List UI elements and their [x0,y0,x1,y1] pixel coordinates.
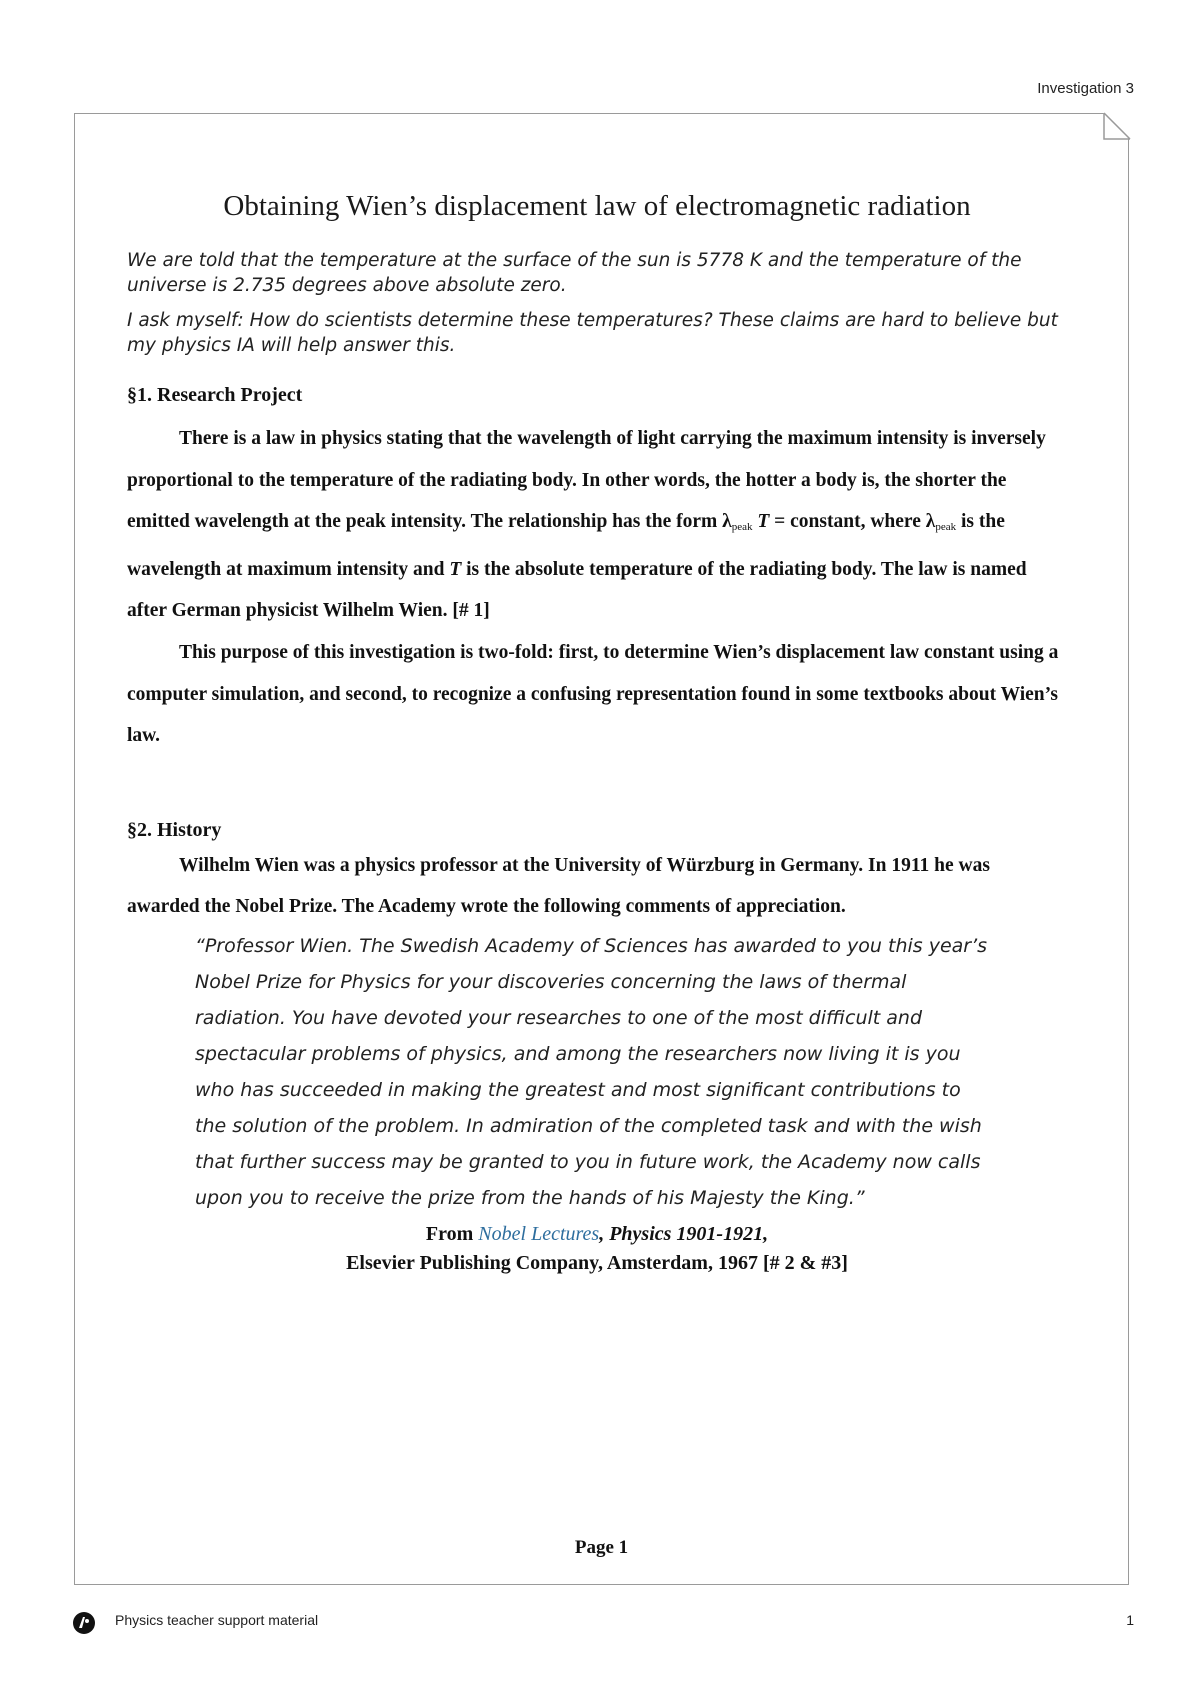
intro-paragraph-1: We are told that the temperature at the surface of the sun is 5778 K and the temperature of the universe is 2.735 degrees above absolute zero. [127,250,1022,296]
research-paragraph-1 [127,418,1067,632]
quote-citation [127,1220,1067,1278]
temperature-variable: T [757,511,770,533]
peak-subscript-2: peak [935,521,957,534]
document-title: Obtaining Wien’s displacement law of electromagnetic radiation [223,190,971,222]
citation-from: From [425,1222,479,1245]
ib-logo-icon [72,1611,96,1635]
temperature-variable-2: T [449,558,462,580]
nobel-lectures-link[interactable]: Nobel Lectures [478,1222,600,1245]
page-label: Page 1 [574,1537,629,1558]
document-content [127,190,1067,1278]
section-spacer [127,757,1067,793]
research-text-d: is the absolute temperature of the radiating body. The law is named after German physicist Wilhelm Wien. [# 1] [127,558,1027,622]
research-text-a: There is a law in physics stating that the wavelength of light carrying the maximum intensity is inversely proportional to the temperature of the radiating body. In other words, the hotter a body is, the shorter the emitted wavelength at the peak intensity. The relationship has the form [127,428,1046,533]
research-text-c: is the wavelength at maximum intensity and [127,511,1005,580]
running-header: Investigation 3 [1037,80,1134,97]
citation-line-2: Elsevier Publishing Company, Amsterdam, 1967 [# 2 & #3] [346,1251,848,1274]
research-paragraph-2: This purpose of this investigation is two-fold: first, to determine Wien’s displacement law constant using a computer simulation, and second, to recognize a confusing representation found in some textbooks about Wien’s law. [127,641,1059,747]
research-text-b: = constant, where [769,511,926,533]
lambda-symbol-2: λ [925,511,936,533]
section-heading-research: §1. Research Project [127,384,303,406]
citation-rest: , Physics 1901-1921, [599,1222,769,1245]
section-heading-history: §2. History [127,818,222,841]
intro-paragraph-2: I ask myself: How do scientists determine these temperatures? These claims are hard to believe but my physics IA will help answer this. [127,310,1058,356]
peak-subscript: peak [731,521,753,534]
footer-text: Physics teacher support material [115,1612,319,1628]
folded-corner-icon [1103,112,1131,140]
footer-page-number: 1 [1126,1612,1134,1628]
history-paragraph: Wilhelm Wien was a physics professor at the University of Würzburg in Germany. In 1911 he was awarded the Nobel Prize. The Academy wrote the following comments of appreciation. [127,854,990,918]
lambda-symbol: λ [722,511,732,533]
nobel-quote: “Professor Wien. The Swedish Academy of Sciences has awarded to you this year’s Nobel Prize for Physics for your discoveries concerning the laws of thermal radiation. You have devoted your researches to one of the most difficult and spectacular problems of physics, and among the researchers now living it is you who has succeeded in making the greatest and most significant contributions to the solution of the problem. In admiration of the completed task and with the wish that further success may be granted to you in future work, the Academy now calls upon you to receive the prize from the hands of his Majesty the King.” [195,934,988,1209]
